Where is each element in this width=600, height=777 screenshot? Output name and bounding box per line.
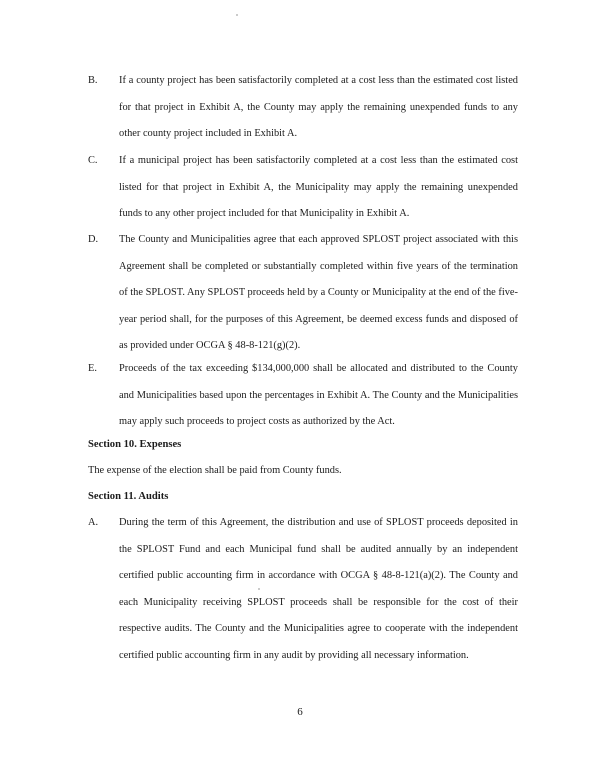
paragraph-text: The County and Municipalities agree that each approved SPLOST project associated with this Agreement shall be completed or substantially completed within five years of the termination of the SPLOST. Any SPLOST proceeds held by a County or Municipality at the end of the five-year period shall, for the purposes of this Agreement, be deemed excess funds and disposed of as provided under OCGA § 48-8-121(g)(2). xyxy=(119,234,518,351)
paragraph-letter: D. xyxy=(88,234,99,245)
paragraph-b xyxy=(88,68,518,148)
paragraph-d xyxy=(88,227,518,360)
paragraph-letter: A. xyxy=(88,517,99,528)
paragraph-letter: E. xyxy=(88,363,97,374)
paragraph-letter: B. xyxy=(88,75,98,86)
paragraph-text: If a county project has been satisfactorily completed at a cost less than the estimated cost listed for that project in Exhibit A, the County may apply the remaining unexpended funds to any other county project included in Exhibit A. xyxy=(119,75,518,139)
paragraph-letter: C. xyxy=(88,155,98,166)
page-number: 6 xyxy=(297,706,303,718)
section-10-heading: Section 10. Expenses xyxy=(88,439,182,450)
paragraph-c xyxy=(88,148,518,228)
paragraph-audit-a xyxy=(88,510,518,669)
paragraph-text: During the term of this Agreement, the distribution and use of SPLOST proceeds deposited in the SPLOST Fund and each Municipal fund shall be audited annually by an independent certified public accounting firm in accordance with OCGA § 48-8-121(a)(2). The County and each Municipality receiving SPLOST proceeds shall be responsible for the cost of their respective audits. The County and the Municipalities agree to cooperate with the independent certified public accounting firm in any audit by providing all necessary information. xyxy=(119,517,518,661)
paragraph-text: Proceeds of the tax exceeding $134,000,000 shall be allocated and distributed to the County and Municipalities based upon the percentages in Exhibit A. The County and the Municipalities may apply such proceeds to project costs as authorized by the Act. xyxy=(119,363,518,427)
section-11-heading: Section 11. Audits xyxy=(88,491,169,502)
scan-speck xyxy=(258,588,260,590)
scan-speck xyxy=(236,14,238,16)
section-10-text: The expense of the election shall be paid from County funds. xyxy=(88,465,342,476)
paragraph-e xyxy=(88,356,518,436)
paragraph-text: If a municipal project has been satisfactorily completed at a cost less than the estimated cost listed for that project in Exhibit A, the Municipality may apply the remaining unexpended funds to any other project included for that Municipality in Exhibit A. xyxy=(119,155,518,219)
